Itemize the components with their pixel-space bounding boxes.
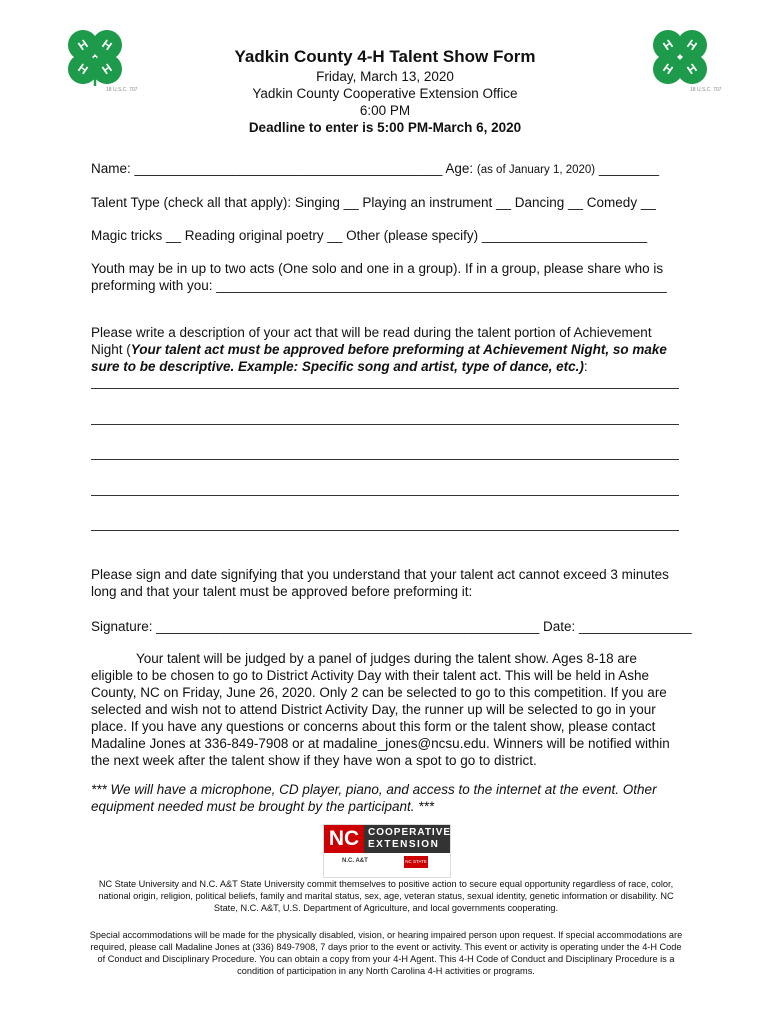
event-location: Yadkin County Cooperative Extension Office (252, 86, 518, 101)
clover-leaf-letter: H (684, 36, 700, 54)
name-age-field[interactable] (91, 160, 659, 179)
judging-info: Your talent will be judged by a panel of judges during the talent show. Ages 8-18 are eligible to be chosen to go to District Activity Day with their talent act. This will be held in Ashe County, NC on Friday, June 26, 2020. Only 2 can be selected to go to this competition. If you are selected and wish not to attend District Activity Day, the runner up will be selected to go in your place. If you have any questions or concerns about this form or the talent show, please contact Madaline Jones at 336-849-7908 or at madaline_jones@ncsu.edu. Winners will be notified within the next week after the talent show if they have won a spot to go to district. (91, 651, 670, 768)
nc-logo-mark: NC (324, 825, 364, 853)
logo-nc-state: NC STATE (404, 856, 428, 868)
clover-leaf-letter: H (660, 36, 676, 54)
event-date: Friday, March 13, 2020 (316, 69, 454, 84)
page-title: Yadkin County 4-H Talent Show Form (234, 47, 536, 66)
entry-deadline: Deadline to enter is 5:00 PM-March 6, 2020 (248, 120, 522, 135)
description-instructions: Please write a description of your act that will be read during the talent portion of Achievement Night (Your talent act must be approved before preforming at Achievement Night, so make sure to be descriptive. Example: Specific song and artist, type of dance, etc.): (91, 325, 667, 374)
clover-leaf-letter: H (99, 36, 115, 54)
description-line[interactable] (91, 530, 679, 531)
sign-instructions: Please sign and date signifying that you understand that your talent act cannot exceed 3 minutes long and that your talent must be approved before preforming it: (91, 567, 669, 599)
description-line[interactable] (91, 388, 679, 389)
talent-type-field[interactable]: Talent Type (check all that apply): Singing __ Playing an instrument __ Dancing __ Comedy __ (91, 195, 656, 210)
name-age-label: Name: _________________________________________ Age: (91, 161, 477, 176)
logo-nc-at: N.C. A&T (342, 858, 368, 864)
clover-leaf-letter: H (75, 36, 91, 54)
equipment-note: *** We will have a microphone, CD player, piano, and access to the internet at the event. Other equipment needed must be brought by the participant. *** (91, 782, 657, 814)
logo-text-cooperative: COOPERATIVE (368, 827, 452, 838)
logo-trademark: 18 U.S.C. 707 (106, 87, 138, 93)
clover-leaf-letter: H (99, 60, 115, 78)
nc-cooperative-extension-logo (323, 824, 451, 878)
signature-date-field[interactable]: Signature: ___________________________________________________ Date: _______________ (91, 619, 692, 634)
age-blank: ________ (595, 161, 659, 176)
equal-opportunity-statement: NC State University and N.C. A&T State University commit themselves to positive action to secure equal opportunity regardless of race, color, national origin, religion, political beliefs, family and marital status, sex, age, veteran status, sexual identity, genetic information or disability. NC State, N.C. A&T, U.S. Department of Agriculture, and local governments cooperating. (98, 879, 674, 913)
accommodations-statement: Special accommodations will be made for the physically disabled, vision, or hearing impaired person upon request. If special accommodations are required, please call Madaline Jones at (336) 849-7908, 7 days prior to the event or activity. This event or activity is operating under the 4-H Code of Conduct and Disciplinary Procedure. You can obtain a copy from your 4-H Agent. This 4-H Code of Conduct and Disciplinary Procedure is a condition of participation in any North Carolina 4-H activities or programs. (89, 930, 683, 976)
description-line[interactable] (91, 459, 679, 460)
youth-acts-text: Youth may be in up to two acts (One solo and one in a group). If in a group, please share who is (91, 261, 664, 276)
age-note: (as of January 1, 2020) (476, 164, 596, 176)
clover-leaf-letter: H (75, 60, 91, 78)
description-line[interactable] (91, 495, 679, 496)
preforming-with-field[interactable]: preforming with you: ____________________________________________________________ (91, 278, 667, 293)
description-line[interactable] (91, 424, 679, 425)
clover-leaf-letter: H (660, 60, 676, 78)
magic-other-field[interactable]: Magic tricks __ Reading original poetry __ Other (please specify) ______________________ (91, 228, 648, 243)
clover-leaf-letter: H (684, 60, 700, 78)
logo-trademark: 18 U.S.C. 707 (690, 87, 722, 93)
logo-text-extension: EXTENSION (368, 839, 440, 850)
event-time: 6:00 PM (359, 103, 411, 118)
